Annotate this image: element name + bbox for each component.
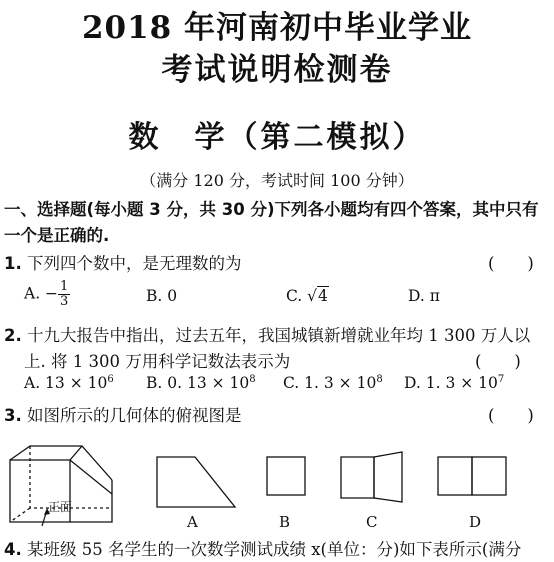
fraction-numerator: 1 xyxy=(60,279,69,294)
question-number: 4. xyxy=(4,540,22,559)
answer-parentheses: ( ) xyxy=(488,406,534,425)
question-2-line1 xyxy=(4,322,530,346)
section-instruction-line1: 一、选择题(每小题 3 分，共 30 分)下列各小题均有四个答案，其中只有 xyxy=(4,200,539,219)
option-text: A. 13 × 10 xyxy=(24,374,108,393)
option-text: D. 1. 3 × 10 xyxy=(404,374,498,393)
question-text: 某班级 55 名学生的一次数学测试成绩 x(单位：分)如下表所示(满分 xyxy=(27,540,522,559)
answer-parentheses: ( ) xyxy=(475,352,521,371)
question-text: 十九大报告中指出，过去五年，我国城镇新增就业年均 1 300 万人以 xyxy=(27,326,531,345)
question-4 xyxy=(4,536,521,560)
option-text: C. 1. 3 × 10 xyxy=(283,374,377,393)
figure-label-d: D xyxy=(469,513,482,531)
option-a-shape xyxy=(157,457,235,507)
question-text: 如图所示的几何体的俯视图是 xyxy=(27,406,242,425)
option-a xyxy=(24,374,114,392)
figure-label-c: C xyxy=(366,513,378,531)
question-number: 1. xyxy=(4,254,22,273)
front-label: 正面 xyxy=(48,500,73,514)
exponent: 8 xyxy=(249,374,256,385)
exam-note: （满分 120 分，考试时间 100 分钟） xyxy=(140,171,414,190)
question-3 xyxy=(4,402,242,426)
option-c xyxy=(283,374,383,392)
option-b-shape xyxy=(267,457,305,495)
question-number: 2. xyxy=(4,326,22,345)
option-b xyxy=(146,374,256,392)
question-2-line2: 上. 将 1 300 万用科学记数法表示为 xyxy=(24,352,291,371)
option-text: B. 0. 13 × 10 xyxy=(146,374,250,393)
option-b: B. 0 xyxy=(146,287,178,305)
section-instruction-line2: 一个是正确的. xyxy=(4,226,110,245)
figure-label-a: A xyxy=(187,513,198,531)
option-c-shape xyxy=(341,452,402,502)
document-title-line2: 考试说明检测卷 xyxy=(161,52,393,88)
option-a xyxy=(24,280,70,309)
figure-label-b: B xyxy=(279,513,291,531)
option-label: A. − xyxy=(24,284,59,303)
exponent: 6 xyxy=(107,374,114,385)
document-title-line1: 2018 年河南初中毕业学业 xyxy=(81,10,473,46)
exponent: 7 xyxy=(497,374,505,385)
answer-parentheses: ( ) xyxy=(488,254,534,273)
option-d xyxy=(404,374,504,392)
option-label: C. √ xyxy=(286,287,318,305)
fraction-denominator: 3 xyxy=(60,294,69,309)
subject-heading: 数 学（第二模拟） xyxy=(128,120,426,155)
question-number: 3. xyxy=(4,406,22,425)
fraction xyxy=(58,280,70,309)
option-c xyxy=(286,287,329,305)
option-d: D. π xyxy=(408,287,440,305)
exponent: 8 xyxy=(376,374,383,385)
question-text: 下列四个数中，是无理数的为 xyxy=(27,254,242,273)
question-1 xyxy=(4,250,242,274)
radicand: 4 xyxy=(318,287,328,305)
option-d-shape xyxy=(438,457,506,495)
